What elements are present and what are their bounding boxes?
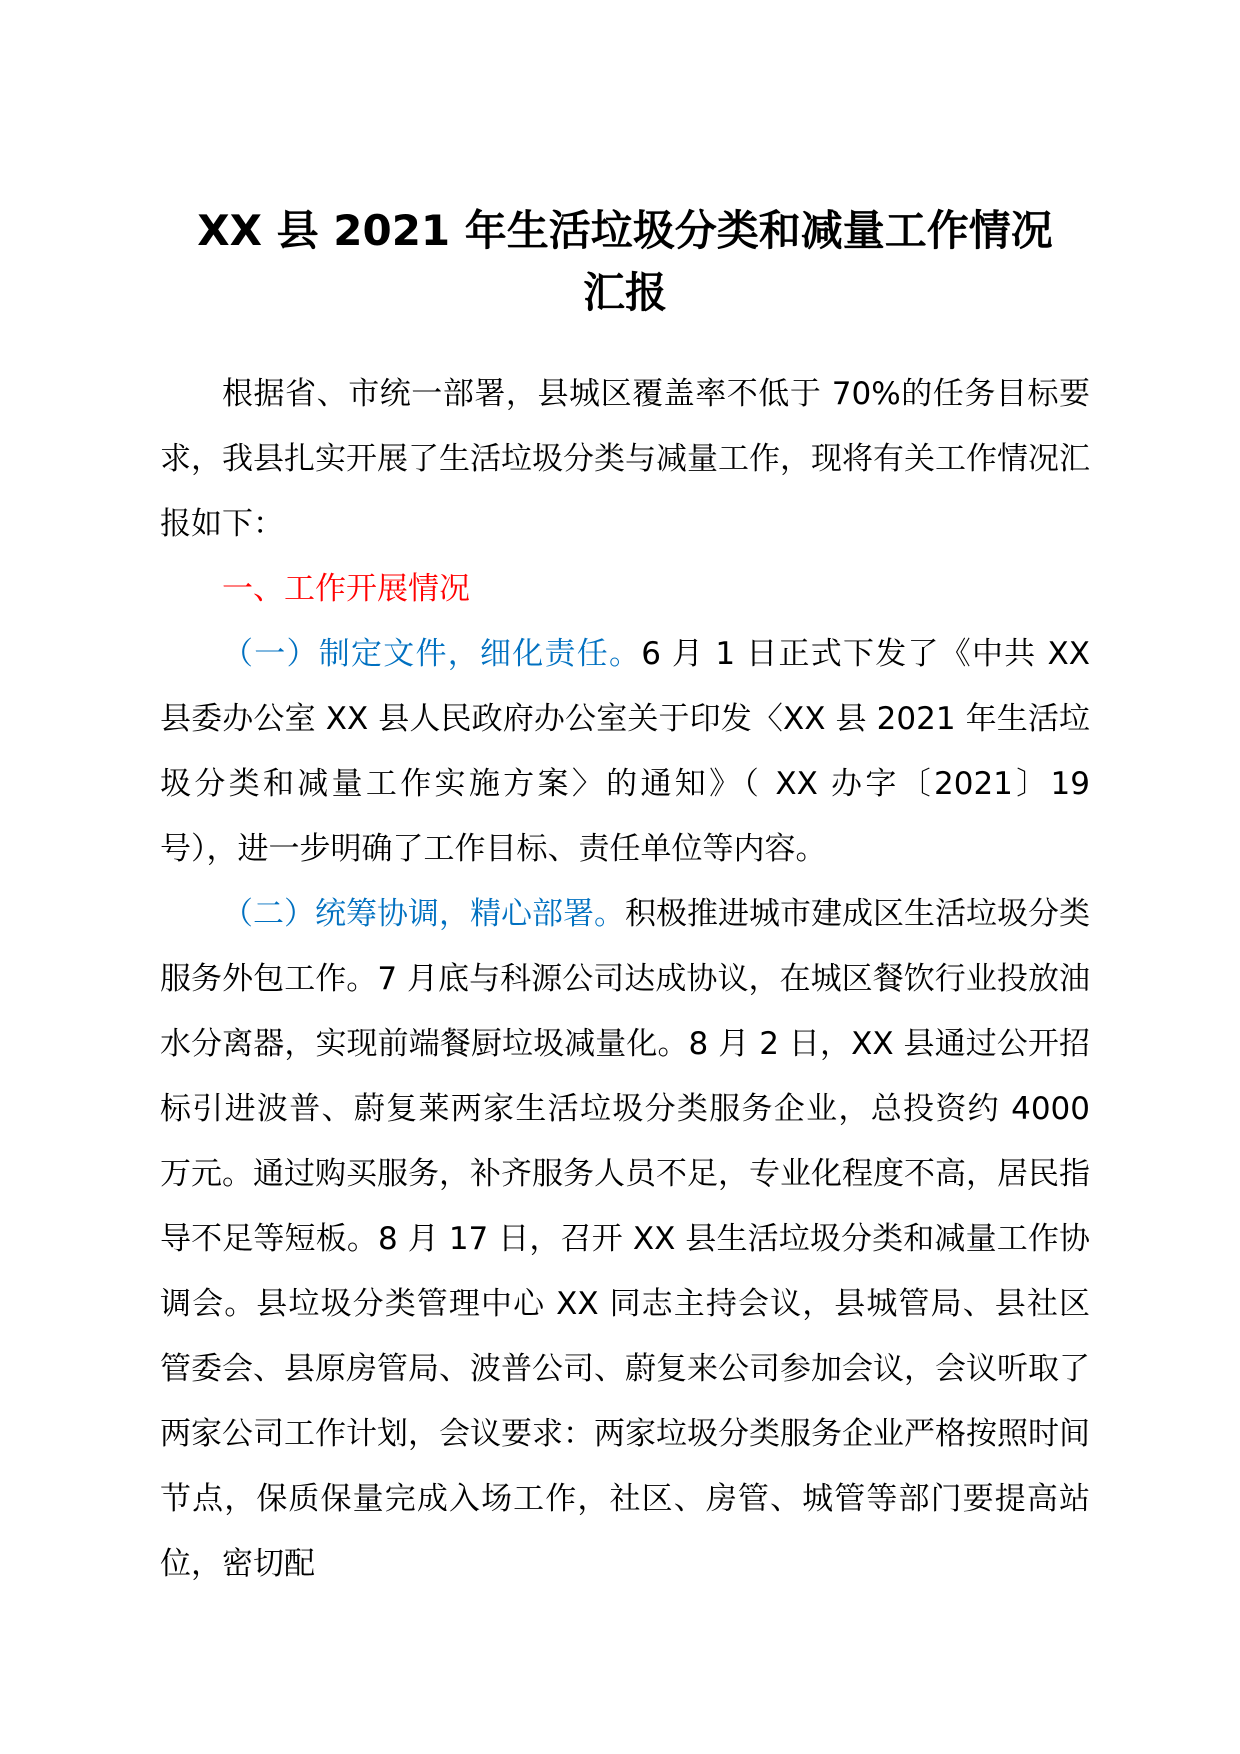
document-body [160, 362, 1090, 1597]
subsection-paragraph-1 [160, 622, 1090, 882]
title-line-2: 汇报 [582, 268, 667, 317]
intro-paragraph: 根据省、市统一部署，县城区覆盖率不低于 70%的任务目标要求，我县扎实开展了生活垃圾分类与减量工作，现将有关工作情况汇报如下： [160, 376, 1090, 542]
subsection-heading-2: （二）统筹协调，精心部署。 [222, 896, 625, 932]
subsection-text-2: 积极推进城市建成区生活垃圾分类服务外包工作。7 月底与科源公司达成协议，在城区餐饮行业投放油水分离器，实现前端餐厨垃圾减量化。8 月 2 日，XX 县通过公开招标引进波普、蔚复莱两家生活垃圾分类服务企业，总投资约 4000 万元。通过购买服务，补齐服务人员不足，专业化程度不高，居民指导不足等短板。8 月 17 日，召开 XX 县生活垃圾分类和减量工作协调会。县垃圾分类管理中心 XX 同志主持会议，县城管局、县社区管委会、县原房管局、波普公司、蔚复来公司参加会议，会议听取了两家公司工作计划，会议要求：两家垃圾分类服务企业严格按照时间节点，保质保量完成入场工作，社区、房管、城管等部门要提高站位，密切配 [160, 896, 1090, 1582]
title-line-1: XX 县 2021 年生活垃圾分类和减量工作情况 [197, 206, 1053, 255]
document-title [160, 200, 1090, 324]
subsection-text-1: 6 月 1 日正式下发了《中共 XX 县委办公室 XX 县人民政府办公室关于印发〈XX 县 2021 年生活垃圾分类和减量工作实施方案〉的通知》（ XX 办字〔2021〕19 号），进一步明确了工作目标、责任单位等内容。 [160, 636, 1091, 867]
subsection-paragraph-2 [160, 882, 1090, 1597]
subsection-heading-1: （一）制定文件，细化责任。 [222, 636, 642, 672]
section-heading-1: 一、工作开展情况 [222, 571, 470, 607]
